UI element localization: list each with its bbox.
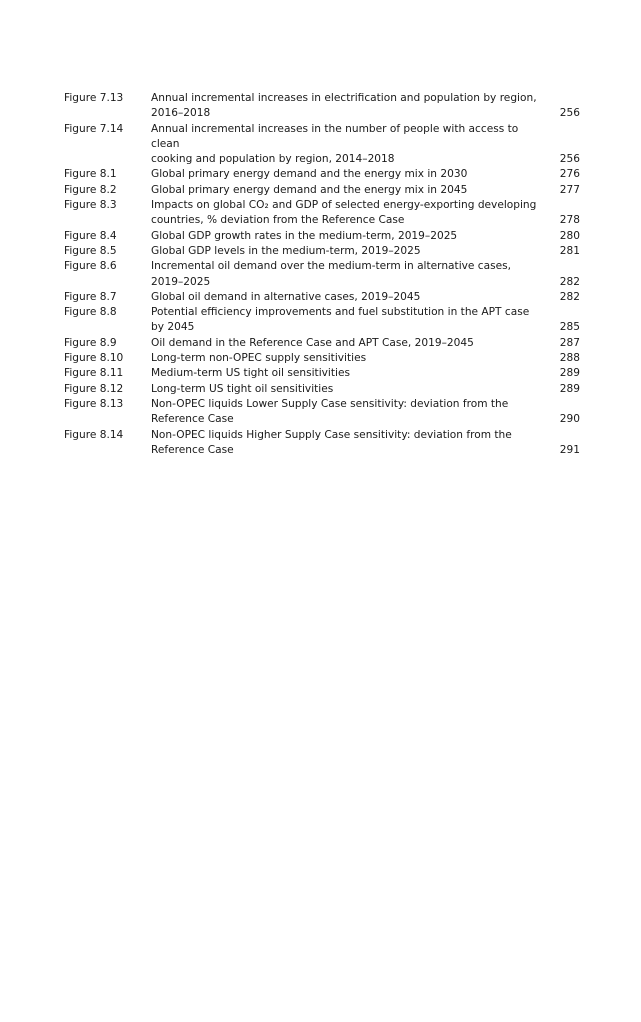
- page-number: 256: [559, 153, 580, 166]
- page-number: 280: [559, 229, 580, 242]
- toc-entry[interactable]: [64, 198, 580, 229]
- figure-title-line: Global GDP growth rates in the medium-term, 2019–2025: [151, 229, 458, 242]
- toc-entry[interactable]: [64, 366, 580, 381]
- page-number: 256: [559, 107, 580, 120]
- figure-number: Figure 8.4: [64, 229, 117, 242]
- toc-entry[interactable]: [64, 229, 580, 244]
- figure-title: [151, 91, 550, 122]
- figure-title-line: Long-term non-OPEC supply sensitivities: [151, 352, 367, 365]
- figure-number: Figure 8.9: [64, 336, 117, 349]
- figure-number: Figure 8.14: [64, 428, 124, 441]
- figure-title-line: Medium-term US tight oil sensitivities: [151, 367, 351, 380]
- figure-number: Figure 8.7: [64, 290, 117, 303]
- toc-entry[interactable]: [64, 336, 580, 351]
- figure-title: [151, 244, 550, 259]
- page-number: 288: [559, 352, 580, 365]
- figure-number: Figure 8.8: [64, 306, 117, 319]
- figure-title-line: Long-term US tight oil sensitivities: [151, 382, 334, 395]
- figure-number: Figure 8.2: [64, 183, 117, 196]
- page-number: 290: [559, 413, 580, 426]
- toc-entry[interactable]: [64, 122, 580, 168]
- figure-title-line: Global primary energy demand and the energy mix in 2045: [151, 183, 468, 196]
- figure-number: Figure 7.13: [64, 92, 124, 104]
- list-of-figures: [64, 91, 580, 458]
- figure-title-line: Annual incremental increases in electrification and population by region,: [151, 92, 537, 104]
- figure-number: Figure 8.10: [64, 352, 124, 365]
- figure-title-line: by 2045: [151, 321, 195, 334]
- page-number: 289: [559, 367, 580, 380]
- figure-number: Figure 7.14: [64, 122, 124, 135]
- figure-title: [151, 366, 550, 381]
- figure-title-line: Potential efficiency improvements and fuel substitution in the APT case: [151, 306, 530, 319]
- figure-number: Figure 8.3: [64, 199, 117, 212]
- toc-entry[interactable]: [64, 259, 580, 290]
- figure-title: [151, 397, 550, 428]
- toc-entry[interactable]: [64, 305, 580, 336]
- figure-title: [151, 428, 550, 459]
- figure-number: Figure 8.1: [64, 168, 117, 181]
- figure-title-line: 2016–2018: [151, 107, 211, 120]
- figure-number: Figure 8.11: [64, 367, 124, 380]
- figure-number: Figure 8.5: [64, 244, 117, 257]
- figure-title: [151, 122, 550, 168]
- figure-number: Figure 8.6: [64, 260, 117, 273]
- page-number: 285: [559, 321, 580, 334]
- figure-title-line: Oil demand in the Reference Case and APT Case, 2019–2045: [151, 336, 474, 349]
- page-number: 277: [559, 183, 580, 196]
- figure-title-line: Reference Case: [151, 443, 234, 456]
- page-number: 276: [559, 168, 580, 181]
- figure-title-line: Impacts on global CO₂ and GDP of selected energy-exporting developing: [151, 199, 537, 212]
- toc-entry[interactable]: [64, 290, 580, 305]
- figure-title: [151, 290, 550, 305]
- toc-entry[interactable]: [64, 382, 580, 397]
- figure-title-line: Annual incremental increases in the number of people with access to clean: [151, 122, 519, 150]
- figure-title-line: Global oil demand in alternative cases, 2019–2045: [151, 290, 421, 303]
- figure-title: [151, 183, 550, 198]
- figure-title-line: Non-OPEC liquids Lower Supply Case sensitivity: deviation from the: [151, 397, 509, 410]
- toc-entry[interactable]: [64, 397, 580, 428]
- toc-entry[interactable]: [64, 244, 580, 259]
- toc-entry[interactable]: [64, 167, 580, 182]
- figure-title-line: 2019–2025: [151, 275, 211, 288]
- figure-title: [151, 259, 550, 290]
- figure-title-line: Incremental oil demand over the medium-term in alternative cases,: [151, 260, 512, 273]
- figure-title: [151, 351, 550, 366]
- figure-title: [151, 229, 550, 244]
- figure-number: Figure 8.13: [64, 397, 124, 410]
- figure-title: [151, 382, 550, 397]
- page-number: 289: [559, 382, 580, 395]
- figure-title-line: countries, % deviation from the Reference Case: [151, 214, 405, 227]
- figure-title: [151, 305, 550, 336]
- figure-title-line: cooking and population by region, 2014–2018: [151, 153, 395, 166]
- page-number: 281: [559, 244, 580, 257]
- figure-title-line: Global primary energy demand and the energy mix in 2030: [151, 168, 468, 181]
- figure-title-line: Non-OPEC liquids Higher Supply Case sensitivity: deviation from the: [151, 428, 512, 441]
- toc-entry[interactable]: [64, 351, 580, 366]
- page-number: 278: [559, 214, 580, 227]
- page-number: 282: [559, 290, 580, 303]
- page-number: 287: [559, 336, 580, 349]
- figure-title: [151, 167, 550, 182]
- figure-title-line: Global GDP levels in the medium-term, 2019–2025: [151, 244, 421, 257]
- toc-entry[interactable]: [64, 183, 580, 198]
- figure-title-line: Reference Case: [151, 413, 234, 426]
- page-number: 291: [559, 443, 580, 456]
- figure-number: Figure 8.12: [64, 382, 124, 395]
- figure-title: [151, 198, 550, 229]
- toc-entry[interactable]: [64, 91, 580, 122]
- toc-entry[interactable]: [64, 428, 580, 459]
- page-number: 282: [559, 275, 580, 288]
- figure-title: [151, 336, 550, 351]
